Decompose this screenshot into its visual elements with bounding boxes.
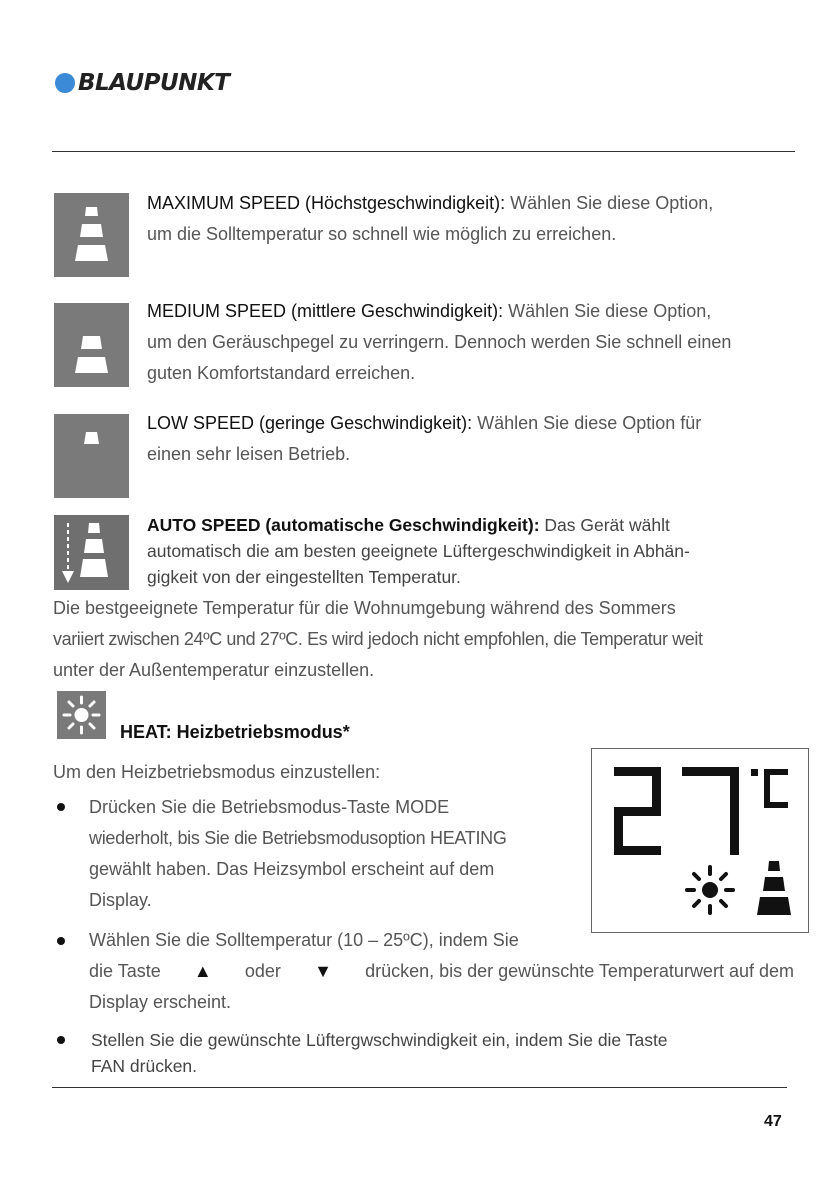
fan-speed-medium-icon	[54, 303, 129, 387]
summer-line1: Die bestgeeignete Temperatur für die Wohnumgebung während des Sommers	[53, 598, 676, 618]
fan-speed-auto-icon	[54, 515, 129, 590]
heat-step-1-line4: Display.	[89, 890, 152, 910]
up-arrow-icon: ▲	[193, 961, 212, 981]
down-arrow-icon: ▼	[314, 961, 332, 981]
heat-step-2-post: drücken, bis der gewünschte Temperaturwert auf dem	[365, 961, 794, 981]
fan-speed-max-icon	[54, 193, 129, 277]
auto-speed-line1: Das Gerät wählt	[544, 515, 670, 535]
heat-step-3-line2: FAN drücken.	[91, 1056, 198, 1076]
logo-dot	[55, 73, 75, 93]
low-speed-text	[147, 408, 794, 470]
bullet-dot	[57, 1036, 65, 1044]
low-speed-line2: einen sehr leisen Betrieb.	[147, 444, 351, 464]
bullet-dot	[57, 803, 65, 811]
heat-step-2-pre: die Taste	[89, 961, 161, 981]
max-speed-line1: Wählen Sie diese Option,	[510, 193, 714, 213]
heat-step-3	[91, 1027, 771, 1079]
medium-speed-line3: guten Komfortstandard erreichen.	[147, 363, 416, 383]
max-speed-text	[147, 188, 794, 250]
heat-step-2-line1: Wählen Sie die Solltemperatur (10 – 25ºC), indem Sie	[89, 930, 519, 950]
heat-step-1-line3: gewählt haben. Das Heizsymbol erscheint auf dem	[89, 859, 495, 879]
header-divider	[52, 151, 795, 152]
bullet-dot	[57, 937, 65, 945]
summer-paragraph	[53, 593, 794, 686]
heat-step-1-line1: Drücken Sie die Betriebsmodus-Taste MODE	[89, 797, 450, 817]
heat-step-1-line2: wiederholt, bis Sie die Betriebsmodusoption HEATING	[89, 828, 507, 848]
max-speed-title: MAXIMUM SPEED (Höchstgeschwindigkeit):	[147, 193, 506, 213]
heat-intro: Um den Heizbetriebsmodus einzustellen:	[53, 762, 381, 782]
footer-divider	[52, 1087, 787, 1088]
display-fan-max-icon	[757, 861, 791, 915]
summer-line3: unter der Außentemperatur einzustellen.	[53, 660, 375, 680]
heat-heading: HEAT: Heizbetriebsmodus*	[120, 722, 350, 742]
medium-speed-text	[147, 296, 794, 389]
sun-icon	[57, 691, 106, 739]
medium-speed-line2: um den Geräuschpegel zu verringern. Dennoch werden Sie schnell einen	[147, 332, 732, 352]
heat-step-3-line1: Stellen Sie die gewünschte Lüftergwschwindigkeit ein, indem Sie die Taste	[91, 1030, 668, 1050]
auto-speed-line3: gigkeit von der eingestellten Temperatur.	[147, 567, 461, 587]
low-speed-title: LOW SPEED (geringe Geschwindigkeit):	[147, 413, 473, 433]
brand-logo	[55, 68, 229, 98]
heat-step-1	[89, 792, 571, 916]
display-panel	[591, 748, 809, 933]
fan-speed-low-icon	[54, 414, 129, 498]
heat-step-2-mid: oder	[244, 961, 281, 981]
display-digit-7	[682, 767, 739, 855]
max-speed-line2: um die Solltemperatur so schnell wie möglich zu erreichen.	[147, 224, 617, 244]
heat-step-2-line2	[89, 956, 794, 987]
display-digit-2	[614, 767, 661, 855]
heat-step-2-line3: Display erscheint.	[89, 992, 232, 1012]
auto-speed-title: AUTO SPEED (automatische Geschwindigkeit):	[147, 515, 540, 535]
auto-speed-text	[147, 512, 787, 590]
low-speed-line1: Wählen Sie diese Option für	[477, 413, 702, 433]
page-number: 47	[764, 1113, 782, 1130]
display-sun-icon	[687, 867, 733, 913]
display-unit-celsius	[751, 769, 788, 808]
brand-name: BLAUPUNKT	[78, 70, 230, 96]
medium-speed-title: MEDIUM SPEED (mittlere Geschwindigkeit):	[147, 301, 504, 321]
medium-speed-line1: Wählen Sie diese Option,	[508, 301, 712, 321]
auto-speed-line2: automatisch die am besten geeignete Lüftergeschwindigkeit in Abhän-	[147, 541, 690, 561]
summer-line2: variiert zwischen 24ºC und 27ºC. Es wird jedoch nicht empfohlen, die Temperatur weit	[53, 629, 703, 649]
